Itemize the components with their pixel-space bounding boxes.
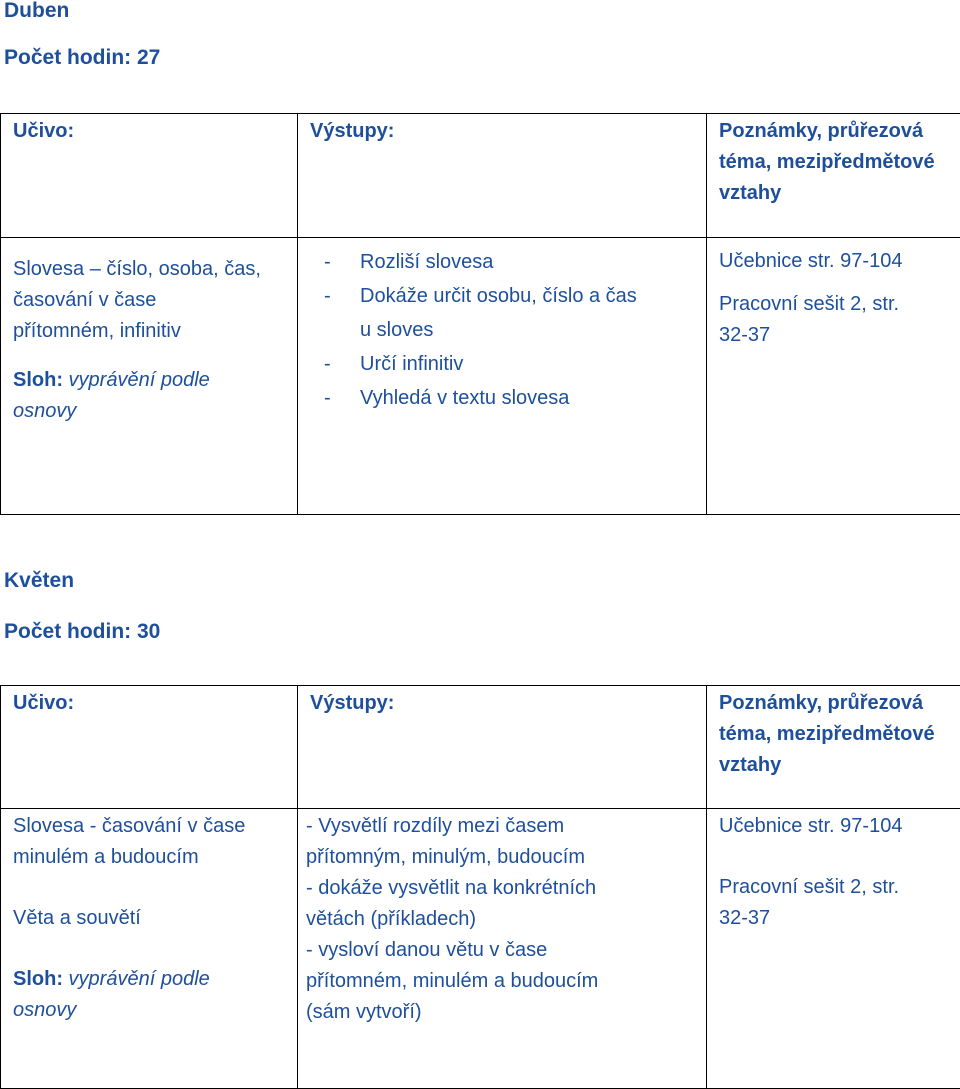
header-notes: Poznámky, průřezová téma, mezipředmětové vztahy [719, 120, 935, 204]
sloh-label: Sloh: [13, 968, 63, 990]
plan-table-kveten [0, 685, 960, 1089]
curriculum-line: časování v čase [13, 289, 157, 311]
notes-cell [707, 238, 960, 515]
outcomes-cell [298, 809, 707, 1089]
outcome-line: přítomném, minulém a budoucím [306, 970, 599, 992]
sloh-label: Sloh: [13, 369, 63, 391]
header-outcomes: Výstupy: [310, 692, 395, 714]
sloh-text: vyprávění podle [63, 968, 210, 990]
table-header-row [1, 114, 960, 238]
table-row [1, 809, 960, 1089]
header-outcomes: Výstupy: [310, 120, 395, 142]
curriculum-line: přítomném, infinitiv [13, 320, 181, 342]
outcome-line: - Vysvětlí rozdíly mezi časem [306, 815, 565, 837]
sloh-line [13, 365, 297, 396]
workbook-ref: Pracovní sešit 2, str. [719, 293, 900, 315]
header-curriculum: Učivo: [13, 120, 75, 142]
outcome-line: přítomným, minulým, budoucím [306, 846, 585, 868]
header-cell-curriculum [1, 686, 298, 809]
curriculum-line: Slovesa - časování v čase [13, 815, 246, 837]
header-notes: Poznámky, průřezová téma, mezipředmětové vztahy [719, 692, 935, 776]
plan-table-duben [0, 113, 960, 515]
outcomes-cell [298, 238, 707, 515]
outcome-line: - vysloví danou větu v čase [306, 939, 548, 961]
sloh-line [13, 964, 297, 995]
textbook-ref: Učebnice str. 97-104 [719, 815, 903, 837]
table-row [1, 238, 960, 515]
textbook-ref: Učebnice str. 97-104 [719, 250, 903, 272]
hours-label-duben: Počet hodin: 27 [4, 46, 161, 69]
curriculum-cell [1, 809, 298, 1089]
header-cell-outcomes [298, 686, 707, 809]
list-item: - Vyhledá v textu slovesa [298, 381, 706, 415]
header-cell-outcomes [298, 114, 707, 238]
curriculum-line: minulém a budoucím [13, 846, 199, 868]
workbook-pages: 32-37 [719, 907, 771, 929]
hours-label-kveten: Počet hodin: 30 [4, 620, 161, 643]
sloh-line-2: osnovy [13, 999, 77, 1021]
outcome-line: - dokáže vysvětlit na konkrétních [306, 877, 597, 899]
workbook-ref: Pracovní sešit 2, str. [719, 876, 900, 898]
notes-cell [707, 809, 960, 1089]
header-cell-notes [707, 114, 960, 238]
curriculum-line: Slovesa – číslo, osoba, čas, [13, 258, 261, 280]
list-item: - Dokáže určit osobu, číslo a čas u sloves [298, 279, 640, 347]
outcome-line: větách (příkladech) [306, 908, 477, 930]
outcome-line: (sám vytvoří) [306, 1001, 422, 1023]
month-heading-kveten: Květen [4, 569, 75, 592]
header-curriculum: Učivo: [13, 692, 75, 714]
list-item: - Určí infinitiv [298, 347, 706, 381]
header-cell-notes [707, 686, 960, 809]
sloh-line-2: osnovy [13, 400, 77, 422]
curriculum-line: Věta a souvětí [13, 907, 141, 929]
outcomes-list [298, 245, 706, 415]
workbook-pages: 32-37 [719, 324, 771, 346]
sloh-text: vyprávění podle [63, 369, 210, 391]
month-heading-duben: Duben [4, 0, 70, 22]
list-item: - Rozliší slovesa [298, 245, 706, 279]
table-header-row [1, 686, 960, 809]
header-cell-curriculum [1, 114, 298, 238]
curriculum-cell [1, 238, 298, 515]
